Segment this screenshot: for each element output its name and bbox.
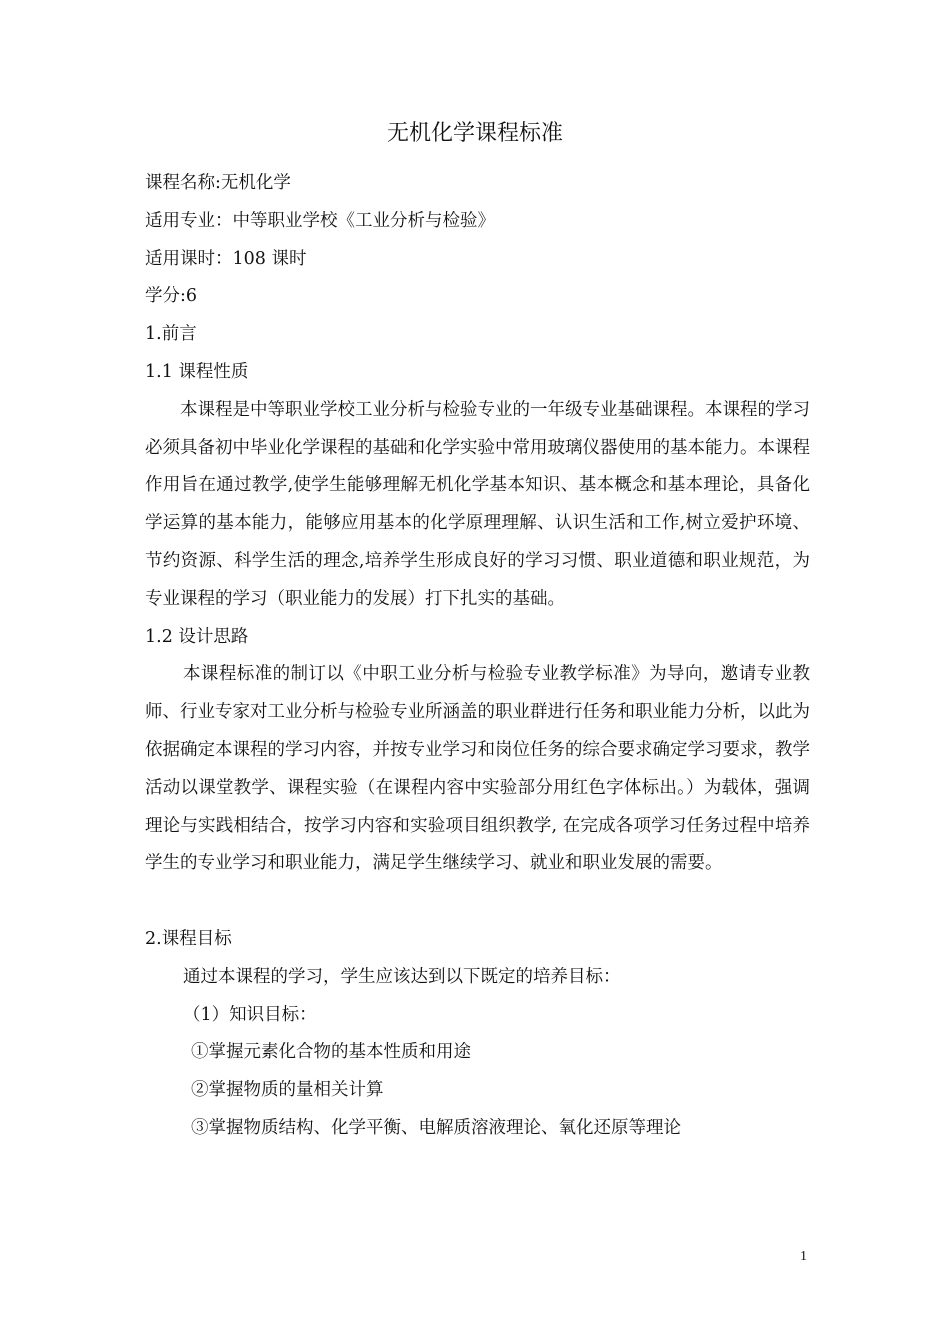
paragraph-design-idea: 本课程标准的制订以《中职工业分析与检验专业教学标准》为导向，邀请专业教师、行业专家对工业分析与检验专业所涵盖的职业群进行任务和职业能力分析，以此为依据确定本课程的学习内容，并按专业学习和岗位任务的综合要求确定学习要求，教学活动以课堂教学、课程实验（在课程内容中实验部分用红色字体标出。）为载体，强调理论与实践相结合，按学习内容和实验项目组织教学, 在完成各项学习任务过程中培养学生的专业学习和职业能力，满足学生继续学习、就业和职业发展的需要。 [145, 664, 810, 874]
course-credits: 学分:6 [145, 286, 198, 307]
course-hours: 适用课时：108 课时 [145, 248, 307, 269]
applicable-major: 适用专业：中等职业学校《工业分析与检验》 [145, 210, 495, 231]
page-number: 1 [800, 1249, 807, 1264]
list-item: ③掌握物质结构、化学平衡、电解质溶液理论、氧化还原等理论 [191, 1117, 681, 1138]
list-item: ①掌握元素化合物的基本性质和用途 [191, 1042, 471, 1063]
knowledge-goals-heading: （1）知识目标： [183, 1004, 317, 1025]
section-heading-course-goals: 2.课程目标 [145, 928, 232, 949]
section-heading-design-idea: 1.2 设计思路 [145, 626, 249, 647]
document-body [145, 165, 810, 1148]
blank-line [145, 883, 810, 921]
section-heading-preface: 1.前言 [145, 324, 197, 345]
section-heading-course-nature: 1.1 课程性质 [145, 361, 249, 382]
course-name: 课程名称:无机化学 [145, 173, 291, 193]
document-title: 无机化学课程标准 [386, 121, 563, 146]
paragraph-course-nature: 本课程是中等职业学校工业分析与检验专业的一年级专业基础课程。本课程的学习必须具备初中毕业化学课程的基础和化学实验中常用玻璃仪器使用的基本能力。本课程作用旨在通过教学,使学生能够理解无机化学基本知识、基本概念和基本理论，具备化学运算的基本能力，能够应用基本的化学原理理解、认识生活和工作,树立爱护环境、节约资源、科学生活的理念,培养学生形成良好的学习习惯、职业道德和职业规范，为专业课程的学习（职业能力的发展）打下扎实的基础。 [145, 399, 810, 609]
list-item: ②掌握物质的量相关计算 [191, 1080, 384, 1101]
goals-intro: 通过本课程的学习，学生应该达到以下既定的培养目标： [183, 966, 621, 987]
